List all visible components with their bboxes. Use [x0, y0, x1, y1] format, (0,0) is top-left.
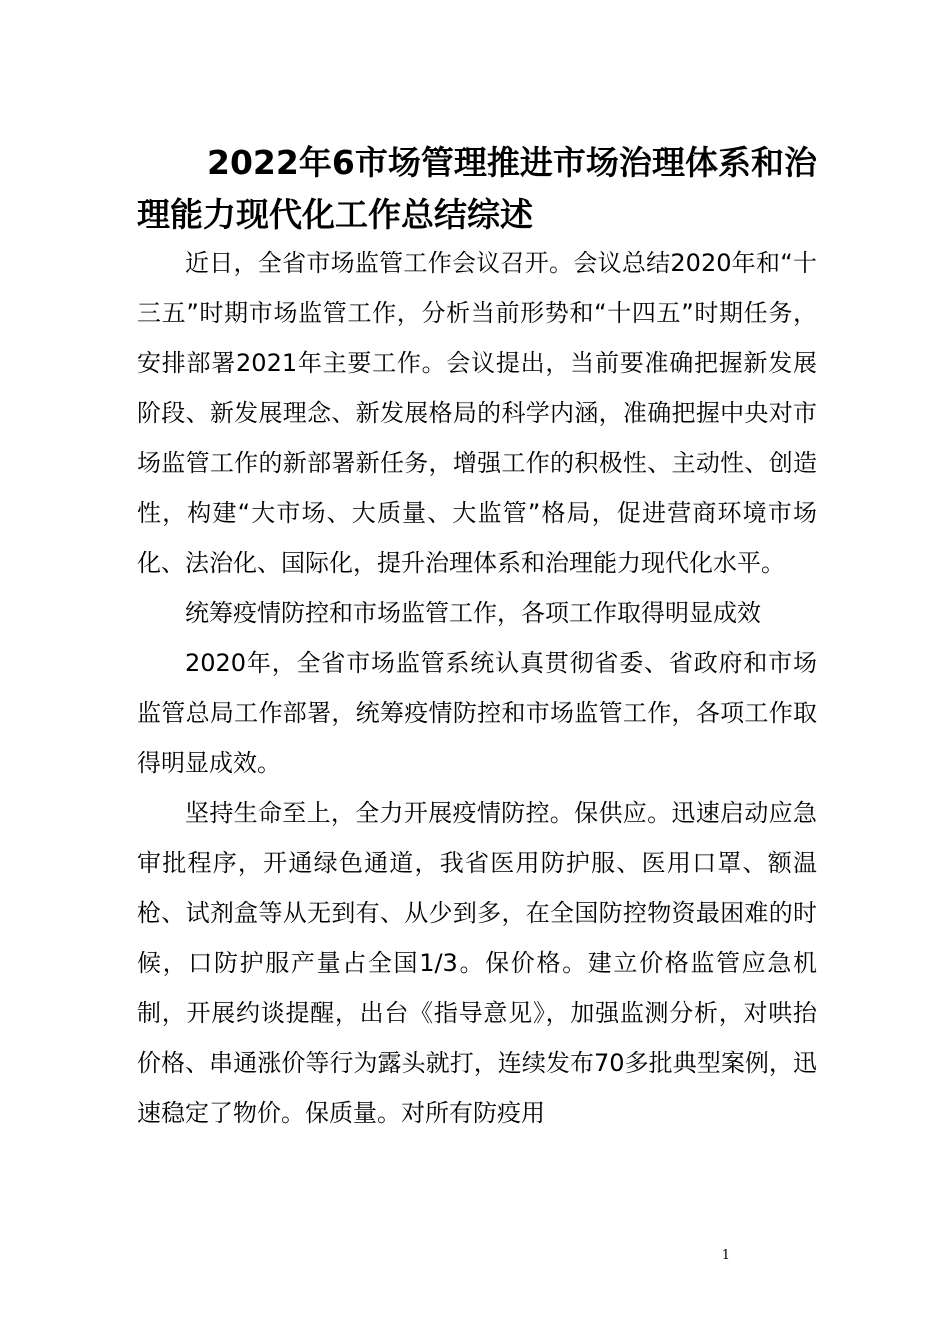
paragraph-section-heading: 统筹疫情防控和市场监管工作，各项工作取得明显成效	[185, 599, 761, 627]
paragraph-meeting-summary: 近日，全省市场监管工作会议召开。会议总结2020年和“十三五”时期市场监管工作，分析当前形势和“十四五”时期任务，安排部署2021年主要工作。会议提出，当前要准确把握新发展阶段、新发展理念、新发展格局的科学内涵，准确把握中央对市场监管工作的新部署新任务，增强工作的积极性、主动性、创造性，构建“大市场、大质量、大监管”格局，促进营商环境市场化、法治化、国际化，提升治理体系和治理能力现代化水平。	[137, 249, 817, 577]
page-number: 1	[721, 1248, 730, 1263]
paragraph-2020-overview: 2020年，全省市场监管系统认真贯彻省委、省政府和市场监管总局工作部署，统筹疫情防控和市场监管工作，各项工作取得明显成效。	[137, 649, 817, 777]
document-title: 2022年6市场管理推进市场治理体系和治理能力现代化工作总结综述	[137, 143, 817, 234]
paragraph-epidemic-control: 坚持生命至上，全力开展疫情防控。保供应。迅速启动应急审批程序，开通绿色通道，我省医用防护服、医用口罩、额温枪、试剂盒等从无到有、从少到多，在全国防控物资最困难的时候，口防护服产量占全国1/3。保价格。建立价格监管应急机制，开展约谈提醒，出台《指导意见》，加强监测分析，对哄抬价格、串通涨价等行为露头就打，连续发布70多批典型案例，迅速稳定了物价。保质量。对所有防疫用	[137, 799, 817, 1127]
document-body	[137, 238, 817, 1138]
